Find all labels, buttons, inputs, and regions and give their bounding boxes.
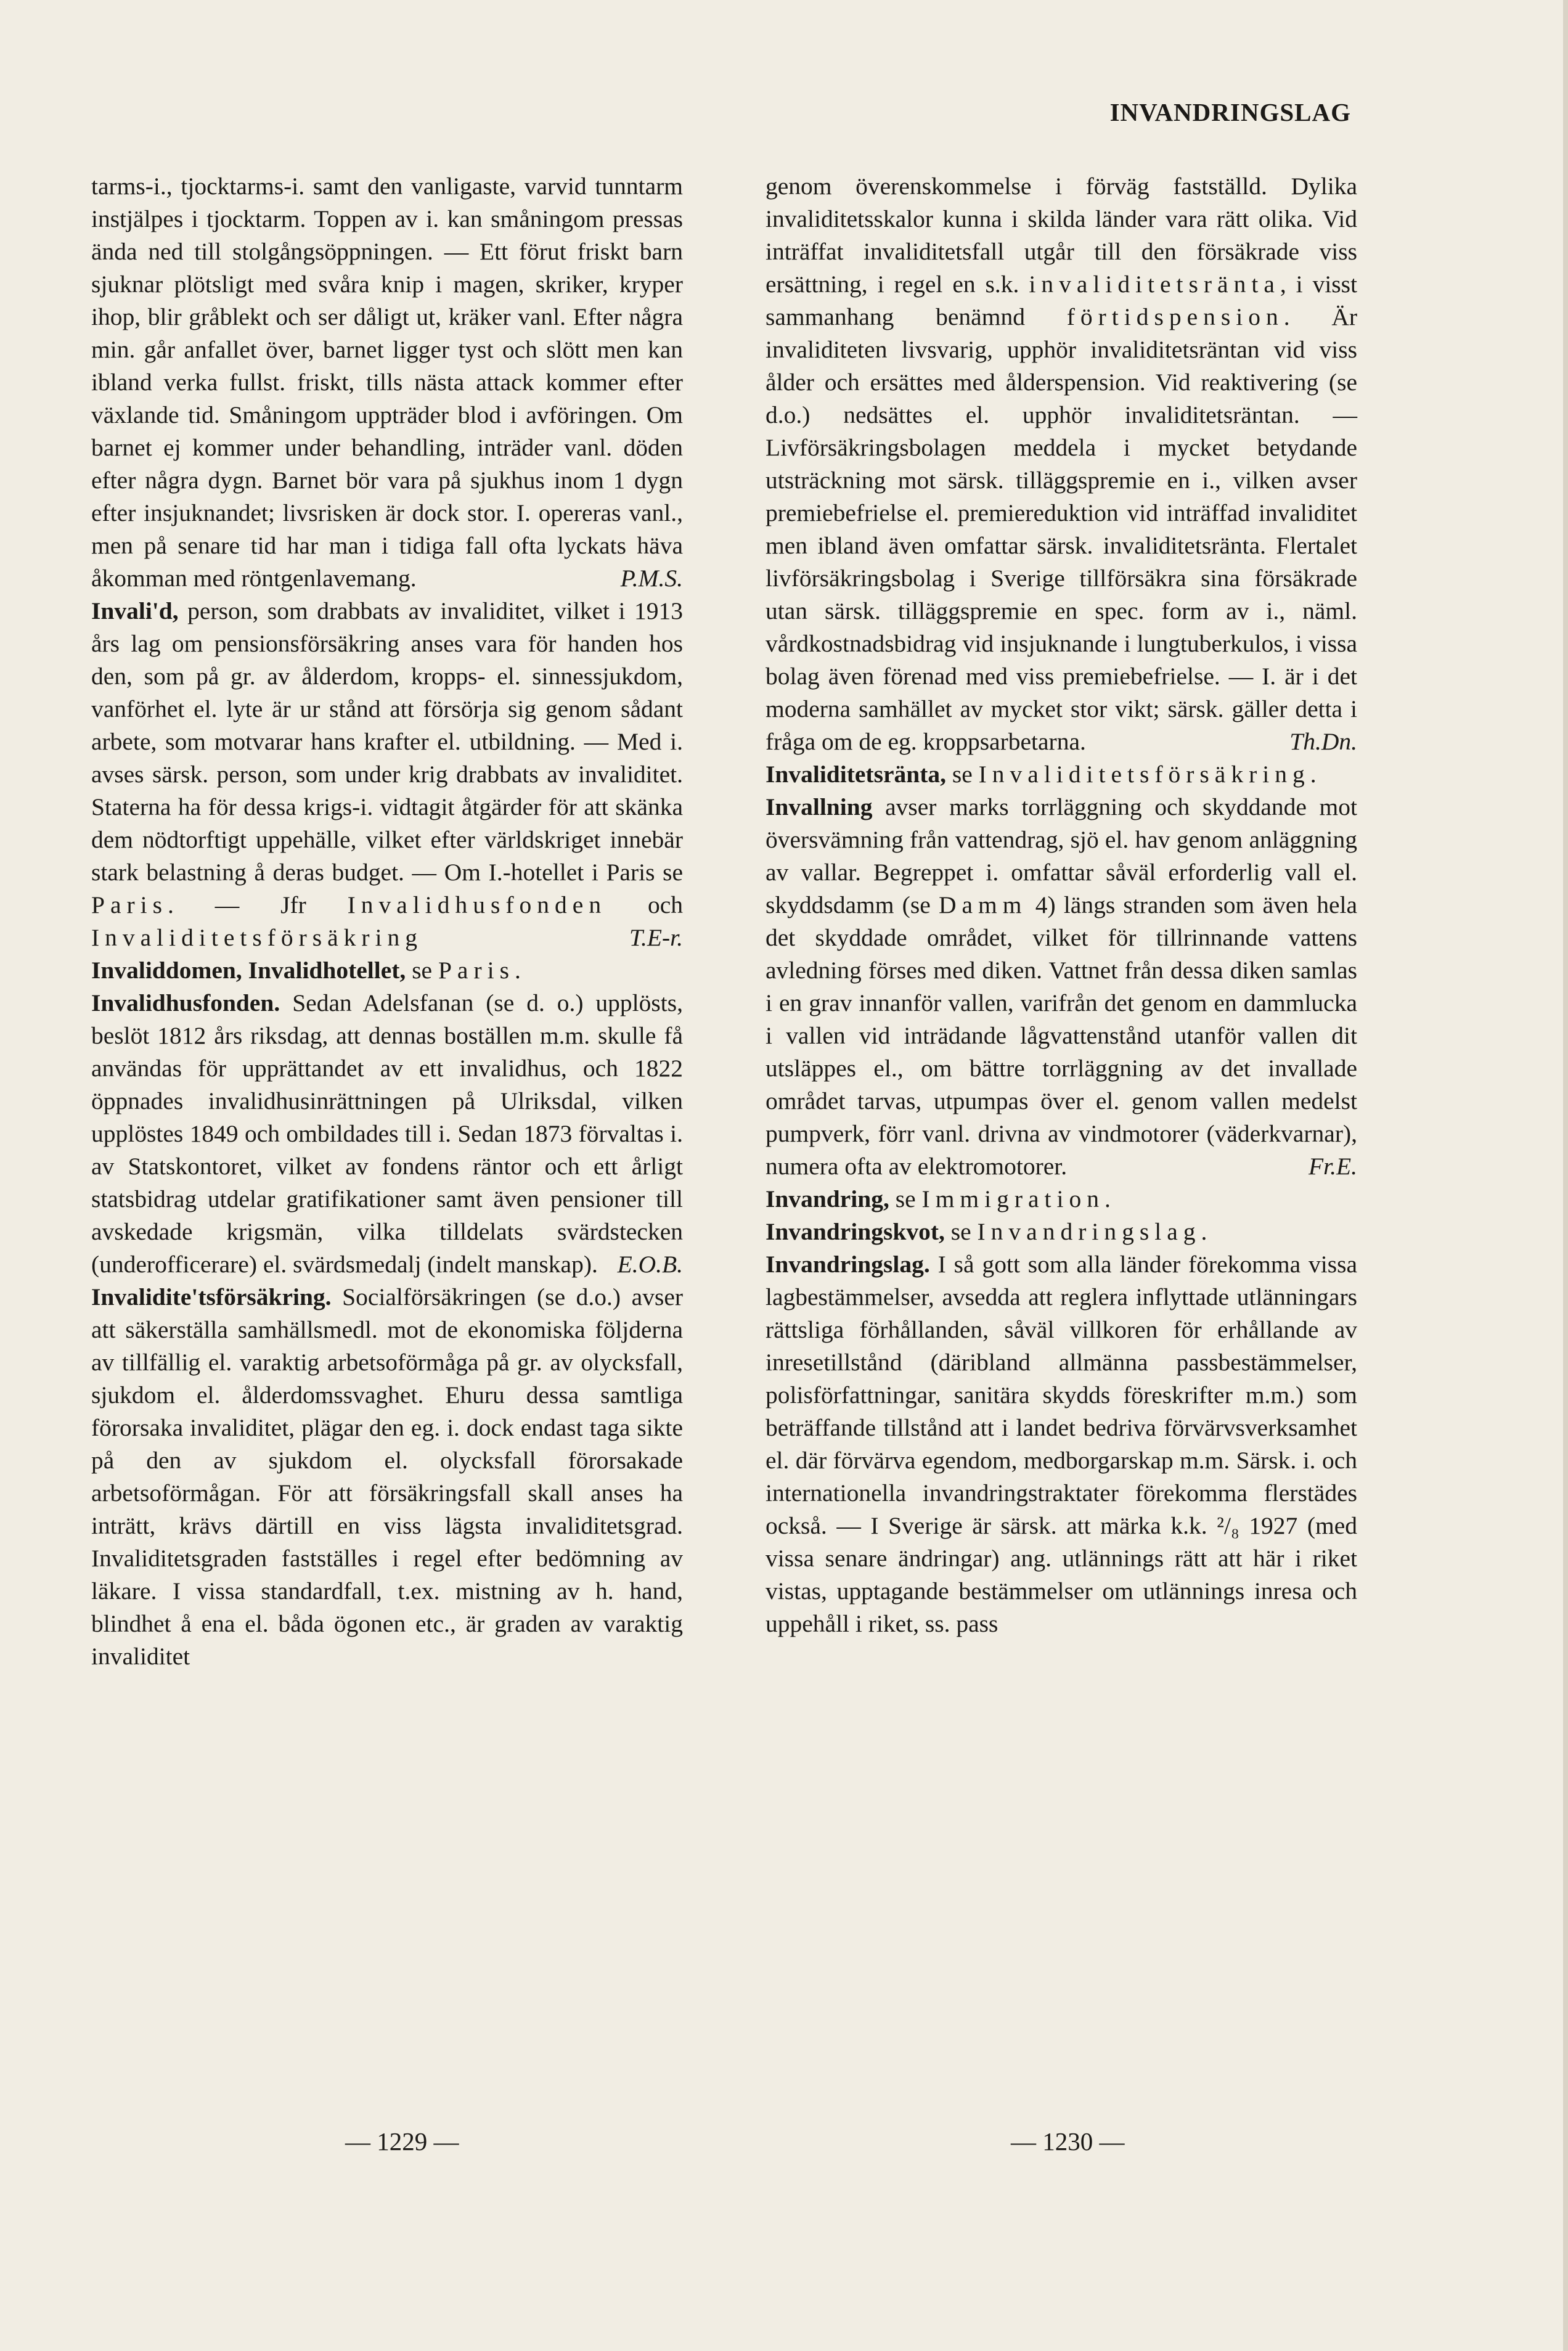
entry-headword: Invandringslag. [766, 1251, 930, 1278]
paragraph-text: tarms-i., tjocktarms-i. samt den vanligaste, varvid tunntarm instjälpes i tjocktarm. Toppen av i. kan småningom pressas ända ned till stolgångsöppningen. — Ett förut friskt barn sjuknar plötsligt med svåra knip i magen, skriker, kryper ihop, blir gråblekt och ser dåligt ut, kräker vanl. Efter några min. går anfallet över, barnet ligger tyst och slött men kan ibland verka fullst. friskt, tills nästa attack kommer efter växlande tid. Småningom uppträder blod i avföringen. Om barnet ej kommer under behandling, inträder vanl. döden efter några dygn. Barnet bör vara på sjukhus inom 1 dygn efter insjuknandet; livsrisken är dock stor. I. opereras vanl., men på senare tid har man i tidiga fall ofta lyckats häva åkomman med röntgenlavemang. [91, 173, 683, 592]
page-number-left: — 1229 — [345, 2127, 459, 2156]
entry-text: och [647, 891, 683, 918]
emphasized-term: förtidspension [1066, 303, 1284, 330]
entry-invalidhusfonden [91, 987, 683, 1281]
emphasized-term: invaliditetsränta [1029, 271, 1280, 298]
entry-text: avser marks torrläggning och skyddande mot översvämning från vattendrag, sjö el. hav genom anläggning av vallar. Begreppet i. omfattar såväl erforderlig vall el. skyddsdamm (se [766, 793, 1357, 918]
paragraph-text: . Är invaliditeten livsvarig, upphör invaliditetsräntan vid viss ålder och ersättes med ålderspension. Vid reaktivering (se d.o.) nedsättes el. upphör invaliditetsräntan. — Livförsäkringsbolagen meddela i mycket betydande utsträckning mot särsk. tilläggspremie en i., vilken avser premiebefrielse el. premiereduktion vid inträffad invaliditet men ibland även omfattar särsk. invaliditetsränta. Flertalet livförsäkringsbolag i Sverige tillförsäkra sina försäkrade utan särsk. tilläggspremie en spec. form av i., näml. vårdkostnadsbidrag vid insjuknande i lungtuberkulos, i vissa bolag även förenad med viss premiebefrielse. — I. är i det moderna samhället av mycket stor vikt; särsk. gäller detta i fråga om de eg. kroppsarbetarna. [766, 303, 1357, 755]
author-signature: E.O.B. [617, 1251, 683, 1278]
entry-headword: Invaliditetsränta, [766, 761, 946, 788]
entry-headword: Invallning [766, 793, 873, 820]
author-signature: Fr.E. [1309, 1153, 1357, 1180]
author-signature: P.M.S. [620, 565, 683, 592]
entry-text: . [1310, 761, 1317, 788]
paragraph-continuation [91, 170, 683, 595]
cross-reference: Invalidhusfonden [347, 891, 607, 918]
page-number-right: — 1230 — [1011, 2127, 1125, 2156]
cross-reference: Invandringslag [977, 1218, 1201, 1245]
entry-text: . [1201, 1218, 1207, 1245]
paragraph-continuation [766, 170, 1357, 758]
entry-text: se [952, 761, 973, 788]
cross-reference: Invaliditetsförsäkring [978, 761, 1310, 788]
entry-text: se [950, 1218, 971, 1245]
paragraph-text: , i visst sammanhang benämnd [766, 271, 1358, 330]
author-signature: T.E-r. [629, 924, 683, 951]
entry-text: se [412, 957, 433, 984]
entry-invandring [766, 1183, 1357, 1216]
cross-reference: Paris [438, 957, 515, 984]
entry-invaliditetsforsakring [91, 1281, 683, 1673]
entry-invaliddomen [91, 954, 683, 987]
entry-invandringskvot [766, 1216, 1357, 1248]
entry-text: Sedan Adelsfanan (se d. o.) upplösts, beslöt 1812 års riksdag, att dennas boställen m.m. skulle få användas för upprättandet av ett invalidhus, och 1822 öppnades invalidhusinrättningen på Ulriksdal, vilken upplöstes 1849 och ombildades till i. Sedan 1873 förvaltas i. av Statskontoret, vilket av fondens räntor och ett årligt statsbidrag utdelar gratifikationer samt även pensioner till avskedade krigsmän, vilka tilldelats svärdstecken (underofficerare) el. svärdsmedalj (indelt manskap). [91, 989, 684, 1278]
page-edge [1563, 0, 1568, 2351]
entry-headword: Invandringskvot, [766, 1218, 945, 1245]
entry-headword: Invaliddomen, Invalidhotellet, [91, 957, 406, 984]
running-header: INVANDRINGSLAG [1109, 98, 1351, 126]
entry-headword: Invalidite'tsförsäkring. [91, 1283, 332, 1310]
author-signature: Th.Dn. [1289, 728, 1357, 755]
entry-headword: Invalidhusfonden. [91, 989, 280, 1016]
entry-text: Socialförsäkringen (se d.o.) avser att säkerställa samhällsmedl. mot de ekonomiska följderna av tillfällig el. varaktig arbetsoförmåga på gr. av olycksfall, sjukdom el. ålderdomssvaghet. Ehuru dessa samtliga förorsaka invaliditet, plägar den eg. i. dock endast taga sikte på den av sjukdom el. olycksfall förorsakade arbetsoförmågan. För att försäkringsfall skall anses ha inträtt, krävs därtill en viss lägsta invaliditetsgrad. Invaliditetsgraden fastställes i regel efter bedömning av läkare. I vissa standardfall, t.ex. mistning av h. hand, blindhet å ena el. båda ögonen etc., är graden av varaktig invaliditet [91, 1283, 684, 1670]
entry-invaliditetsranta [766, 758, 1357, 791]
right-column [766, 170, 1357, 1640]
entry-text: . — Jfr [168, 891, 306, 918]
cross-reference: Immigration [921, 1185, 1105, 1212]
entry-invandringslag [766, 1248, 1357, 1640]
entry-text: . [1105, 1185, 1111, 1212]
entry-text: . [514, 957, 521, 984]
entry-text: person, som drabbats av invaliditet, vilket i 1913 års lag om pensionsförsäkring anses vara för handen hos den, som på gr. av ålderdom, kropps- el. sinnessjukdom, vanförhet el. lyte är ur stånd att försörja sig genom sådant arbete, som motvarar hans krafter el. utbildning. — Med i. avses särsk. person, som under krig drabbats av invaliditet. Staterna ha för dessa krigs-i. vidtagit åtgärder för att skänka dem nödtorftigt uppehälle, vilket efter världskriget innebär stark belastning å deras budget. — Om I.-hotellet i Paris se [91, 597, 684, 886]
entry-headword: Invali'd, [91, 597, 179, 624]
left-column [91, 170, 683, 1673]
entry-invalid [91, 595, 683, 954]
entry-text: se [895, 1185, 916, 1212]
entry-text: I så gott som alla länder förekomma vissa lagbestämmelser, avsedda att reglera inflyttade utlänningars rättsliga förhållanden, såväl villkoren för erhållande av inresetillstånd (däribland allmänna passbestämmelser, polisförfattningar, sanitära skydds föreskrifter m.m.) som beträffande tillstånd att i landet bedriva förvärvsverksamhet el. där förvärva egendom, medborgarskap m.m. Särsk. i. och internationella invandringstraktater förekomma flerstädes också. — I Sverige är särsk. att märka k.k. ²/₈ 1927 (med vissa senare ändringar) ang. utlännings rätt att här i riket vistas, upptagande bestämmelser om utlännings inresa och uppehåll i riket, ss. pass [766, 1251, 1357, 1637]
cross-reference: Damm [938, 891, 1027, 918]
entry-text: 4) längs stranden som även hela det skyddade området, vilket för tillrinnande vattens avledning förses med diken. Vattnet från dessa diken samlas i en grav innanför vallen, varifrån det genom en dammlucka i vallen vid inträdande lågvattenstånd utanför vallen dit utsläppes el., om bättre torrläggning av det invallade området tarvas, utpumpas över el. genom vallen medelst pumpverk, förr vanl. drivna av vindmotorer (väderkvarnar), numera ofta av elektromotorer. [766, 891, 1358, 1180]
cross-reference: Invaliditetsförsäkring [91, 924, 423, 951]
entry-headword: Invandring, [766, 1185, 889, 1212]
paragraph-text: genom överenskommelse i förväg fastställd. Dylika invaliditetsskalor kunna i skilda länder vara rätt olika. Vid inträffat invaliditetsfall utgår till den försäkrade viss ersättning, i regel en s.k. [766, 173, 1357, 298]
entry-invallning [766, 791, 1357, 1183]
cross-reference: Paris [91, 891, 168, 918]
